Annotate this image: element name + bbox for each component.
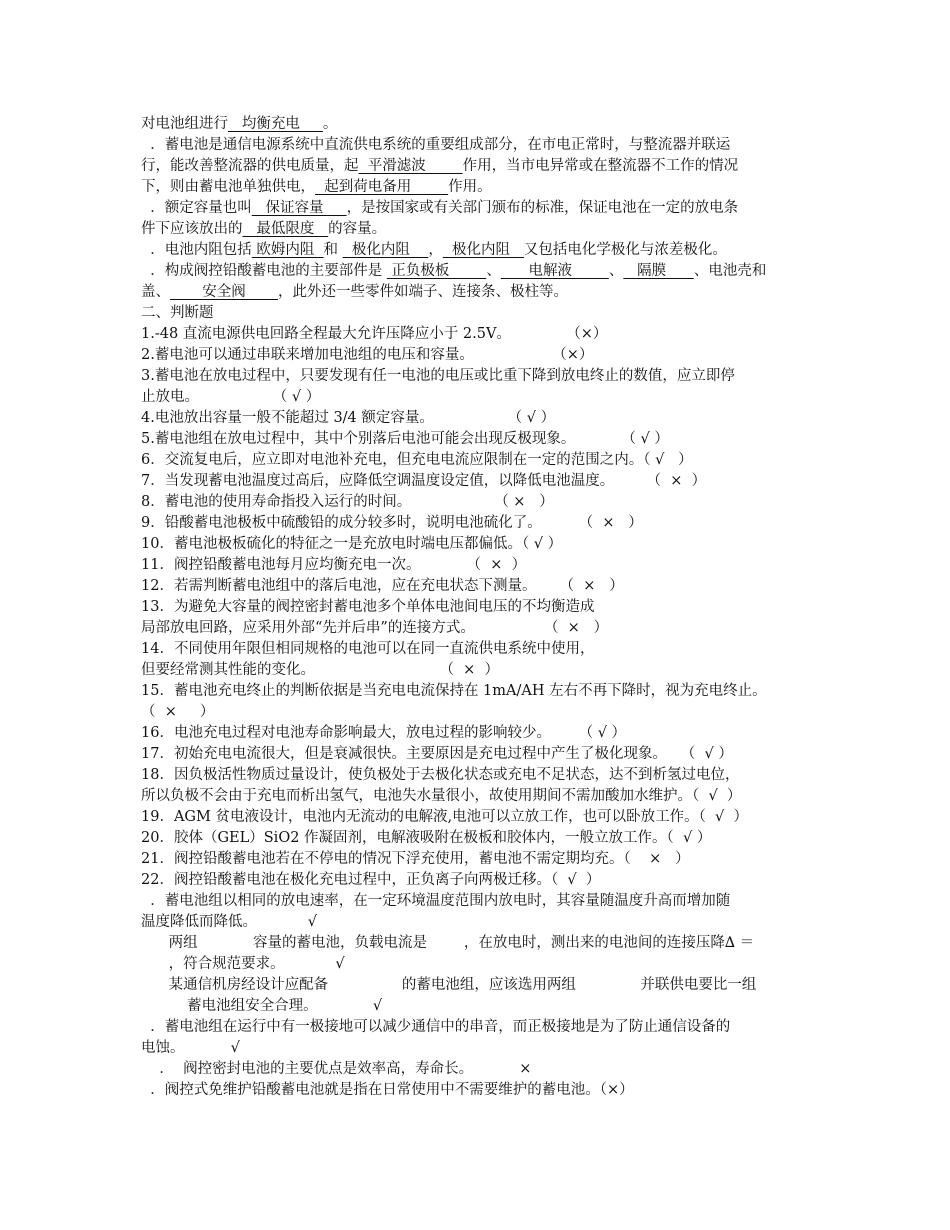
judgment-line: 局部放电回路，应采用外部“先并后串”的连接方式。 （ × ） (141, 620, 609, 636)
text: 、电池壳和 (693, 263, 767, 279)
judgment-line: 13．为避免大容量的阀控密封蓄电池多个单体电池间电压的不均衡造成 (141, 599, 595, 615)
judgment-line: 9．铅酸蓄电池极板中硫酸铅的成分较多时，说明电池硫化了。 （ × ） (141, 515, 643, 531)
judgment-line: 4.电池放出容量一般不能超过 3/4 额定容量。 （ √ ） (141, 410, 556, 426)
judgment-line: 18．因负极活性物质过量设计，使负极处于去极化状态或充电不足状态，达不到析氢过电位， (141, 767, 740, 783)
judgment-line: 两组 容量的蓄电池，负载电流是 ，在放电时，测出来的电池间的连接压降∆ ＝ (141, 935, 755, 951)
answer-blank: 欧姆内阻 (251, 242, 324, 258)
section-title: 二、判断题 (141, 305, 214, 321)
judgment-line: 21．阀控铅酸蓄电池若在不停电的情况下浮充使用，蓄电池不需定期均充。（ × ） (141, 851, 690, 867)
text: 作用。 (448, 179, 492, 195)
answer-blank: 均衡充电 (228, 116, 323, 132)
fill-blank-line (141, 241, 727, 260)
judgment-line: 10．蓄电池极板硫化的特征之一是充放电时端电压都偏低。（ √ ） (141, 536, 563, 552)
answer-blank: 保证容量 (251, 200, 347, 216)
answer-blank: 平滑滤波 (358, 158, 463, 174)
text: 作用，当市电异常或在整流器不工作的情况 (462, 158, 739, 174)
judgment-line: 7．当发现蓄电池温度过高后，应降低空调温度设定值，以降低电池温度。 （ × ） (141, 473, 707, 489)
text: 和 (323, 242, 343, 258)
judgment-line: ．蓄电池组以相同的放电速率，在一定环境温度范围内放电时，其容量随温度升高而增加随 (141, 893, 731, 909)
fill-blank-line (141, 199, 738, 218)
judgment-line: 20．胶体（GEL）SiO2 作凝固剂，电解液吸附在极板和胶体内，一般立放工作。（ √ ） (141, 830, 712, 846)
text: 对电池组进行 (141, 116, 228, 132)
fill-blank-line (141, 115, 337, 134)
judgment-line: 温度降低而降低。 √ (141, 914, 317, 930)
text: ．电池内阻包括 (141, 242, 252, 258)
text: 、 (608, 263, 624, 279)
judgment-line: 12．若需判断蓄电池组中的落后电池，应在充电状态下测量。 （ × ） (141, 578, 624, 594)
judgment-line: ．蓄电池组在运行中有一极接地可以减少通信中的串音，而正极接地是为了防止通信设备的 (141, 1019, 731, 1035)
fill-blank-line (141, 136, 730, 155)
judgment-line: 17．初始充电电流很大，但是衰减很快。主要原因是充电过程中产生了极化现象。 （ √ ） (141, 746, 733, 762)
judgment-line: 11．阀控铅酸蓄电池每月应均衡充电一次。 （ × ） (141, 557, 527, 573)
judgment-line: 但要经常测其性能的变化。 （ × ） (141, 662, 500, 678)
judgment-line: 19．AGM 贫电液设计，电池内无流动的电解液,电池可以立放工作，也可以卧放工作。（ √ ） (141, 809, 748, 825)
judgment-line: 15．蓄电池充电终止的判断依据是当充电电流保持在 1mA/AH 左右不再下降时，视为充电终止。 (141, 683, 767, 699)
judgment-line: 8．蓄电池的使用寿命指投入运行的时间。 （ × ） (141, 494, 554, 510)
fill-blank-line (141, 157, 738, 176)
answer-blank: 起到荷电备用 (315, 179, 449, 195)
text: 、 (486, 263, 501, 279)
fill-blank-line (141, 262, 766, 281)
judgment-line: 止放电。 （ √ ） (141, 389, 321, 405)
text: 盖、 (141, 284, 170, 300)
judgment-line: 1.-48 直流电源供电回路全程最大允许压降应小于 2.5V。 （×） (141, 326, 608, 342)
answer-blank: 隔膜 (623, 263, 694, 279)
answer-blank: 极化内阻 (442, 242, 524, 258)
judgment-line: 6．交流复电后，应立即对电池补充电，但充电电流应限制在一定的范围之内。（ √ ） (141, 452, 693, 468)
judgment-line: ．阀控式免维护铅酸蓄电池就是指在日常使用中不需要维护的蓄电池。（×） (141, 1082, 634, 1098)
text: ，是按国家或有关部门颁布的标准，保证电池在一定的放电条 (346, 200, 739, 216)
judgment-line: 14．不同使用年限但相同规格的电池可以在同一直流供电系统中使用， (141, 641, 595, 657)
judgment-line: 3.蓄电池在放电过程中，只要发现有任一电池的电压或比重下降到放电终止的数值，应立即停 (141, 368, 735, 384)
answer-blank: 最低限度 (242, 221, 329, 237)
text: ．额定容量也叫 (141, 200, 252, 216)
judgment-line: 5.蓄电池组在放电过程中，其中个别落后电池可能会出现反极现象。 （ √ ） (141, 431, 669, 447)
text: 又包括电化学极化与浓差极化。 (523, 242, 727, 258)
answer-blank: 正负极板 (386, 263, 487, 279)
text: 行，能改善整流器的供电质量，起 (141, 158, 359, 174)
text: 件下应该放出的 (141, 221, 243, 237)
judgment-line: 电蚀。 √ (141, 1040, 240, 1056)
text: 。 (322, 116, 338, 132)
fill-blank-line (141, 283, 568, 302)
judgment-line: ，符合规范要求。 √ (141, 956, 345, 972)
answer-blank: 极化内阻 (342, 242, 429, 258)
judgment-line: 16．电池充电过程对电池寿命影响最大，放电过程的影响较少。 （ √ ） (141, 725, 627, 741)
judgment-line: 蓄电池组安全合理。 √ (141, 998, 383, 1014)
judgment-line: 2.蓄电池可以通过串联来增加电池组的电压和容量。 （×） (141, 347, 594, 363)
text: ， (428, 242, 443, 258)
fill-blank-line (141, 220, 386, 239)
judgment-line: ． 阀控密封电池的主要优点是效率高，寿命长。 × (141, 1061, 532, 1077)
text: 下，则由蓄电池单独供电， (141, 179, 315, 195)
text: ，此外还一些零件如端子、连接条、极柱等。 (278, 284, 569, 300)
answer-blank: 电解液 (500, 263, 609, 279)
judgment-line: （ × ） (141, 704, 215, 720)
answer-blank: 安全阀 (170, 284, 279, 300)
judgment-line: 某通信机房经设计应配备 的蓄电池组，应该选用两组 并联供电要比一组 (141, 977, 757, 993)
text: 的容量。 (328, 221, 387, 237)
text: ．构成阀控铅酸蓄电池的主要部件是 (141, 263, 387, 279)
judgment-line: 22．阀控铅酸蓄电池在极化充电过程中，正负离子向两极迁移。（ √ ） (141, 872, 601, 888)
judgment-line: 所以负极不会由于充电而析出氢气，电池失水量很小，故使用期间不需加酸加水维护。（ √ ） (141, 788, 742, 804)
text: ．蓄电池是通信电源系统中直流供电系统的重要组成部分，在市电正常时，与整流器并联运 (141, 137, 731, 153)
fill-blank-line (141, 178, 492, 197)
